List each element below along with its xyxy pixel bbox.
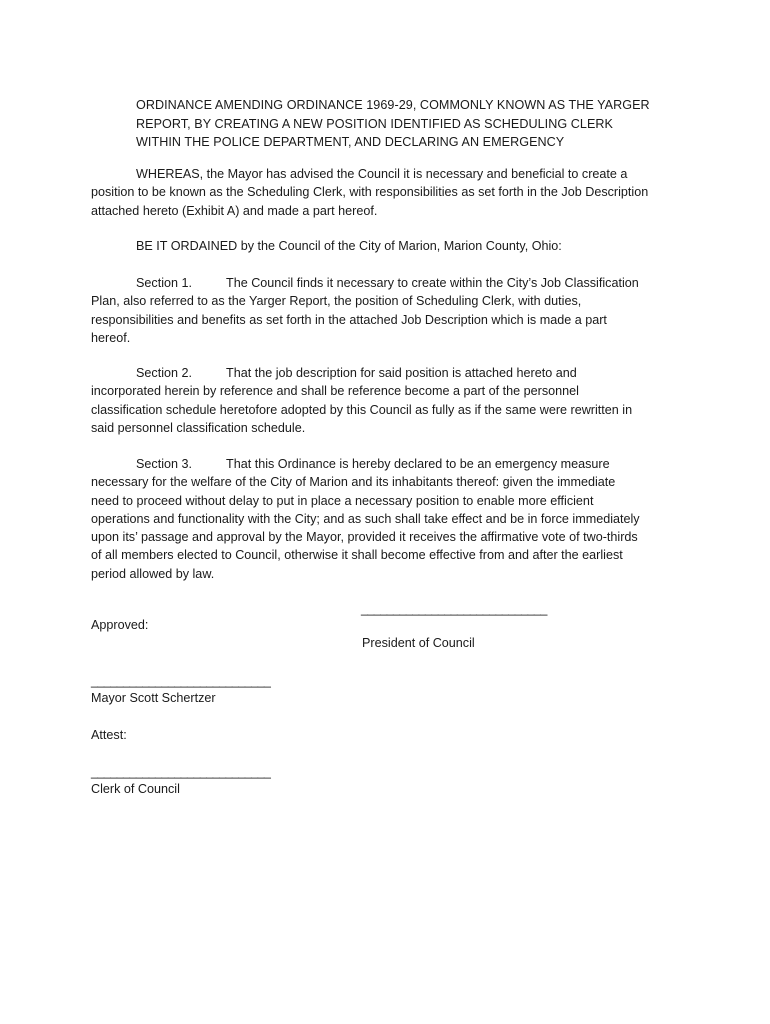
clerk-of-council-label: Clerk of Council [91,782,180,796]
paragraph-line: operations and functionality with the City; and as such shall take effect and be in force immediately [91,511,640,526]
whereas-paragraph [91,165,691,220]
paragraph-line: need to proceed without delay to put in place a necessary position to enable more efficient [91,493,594,508]
title-line: REPORT, BY CREATING A NEW POSITION IDENTIFIED AS SCHEDULING CLERK [136,116,614,131]
paragraph-line: The Council finds it necessary to create within the City’s Job Classification [226,276,639,290]
section-1 [91,274,691,347]
paragraph-line: upon its’ passage and approval by the Mayor, provided it receives the affirmative vote of two-thirds [91,530,638,545]
title-line: WITHIN THE POLICE DEPARTMENT, AND DECLARING AN EMERGENCY [136,135,565,149]
section-3 [91,455,691,583]
attest-label: Attest: [91,728,127,742]
mayor-name: Mayor Scott Schertzer [91,691,216,705]
section-2 [91,364,691,437]
paragraph-line: That the job description for said position is attached hereto and [226,366,577,380]
ordained-paragraph [91,237,691,255]
paragraph-line: BE IT ORDAINED by the Council of the City of Marion, Marion County, Ohio: [136,239,562,253]
paragraph-line: position to be known as the Scheduling Clerk, with responsibilities as set forth in the Job Description [91,185,649,200]
paragraph-line: classification schedule heretofore adopted by this Council as fully as if the same were rewritten in [91,402,633,417]
section-label: Section 1. [136,276,193,290]
paragraph-line: That this Ordinance is hereby declared to be an emergency measure [226,457,610,471]
section-label: Section 3. [136,457,193,471]
paragraph-line: Plan, also referred to as the Yarger Report, the position of Scheduling Clerk, with duties, [91,294,582,309]
clerk-signature-line: ____________________________ [91,765,271,779]
paragraph-line: attached hereto (Exhibit A) and made a part hereof. [91,203,378,218]
mayor-signature-line: ____________________________ [91,674,271,688]
president-signature-line: _____________________________ [361,602,547,616]
president-of-council-label: President of Council [362,636,475,650]
approved-label: Approved: [91,618,149,632]
paragraph-line: said personnel classification schedule. [91,420,306,435]
title-line: ORDINANCE AMENDING ORDINANCE 1969-29, COMMONLY KNOWN AS THE YARGER [136,98,650,112]
paragraph-line: period allowed by law. [91,566,215,581]
section-label: Section 2. [136,366,193,380]
ordinance-title [136,96,696,152]
paragraph-line: necessary for the welfare of the City of Marion and its inhabitants thereof: given the immediate [91,475,616,490]
paragraph-line: of all members elected to Council, otherwise it shall become effective from and after the earliest [91,548,623,563]
paragraph-line: responsibilities and benefits as set forth in the attached Job Description which is made a part [91,312,607,327]
paragraph-line: incorporated herein by reference and shall be reference become a part of the personnel [91,384,579,399]
paragraph-line: hereof. [91,330,131,345]
paragraph-line: WHEREAS, the Mayor has advised the Council it is necessary and beneficial to create a [136,167,628,181]
